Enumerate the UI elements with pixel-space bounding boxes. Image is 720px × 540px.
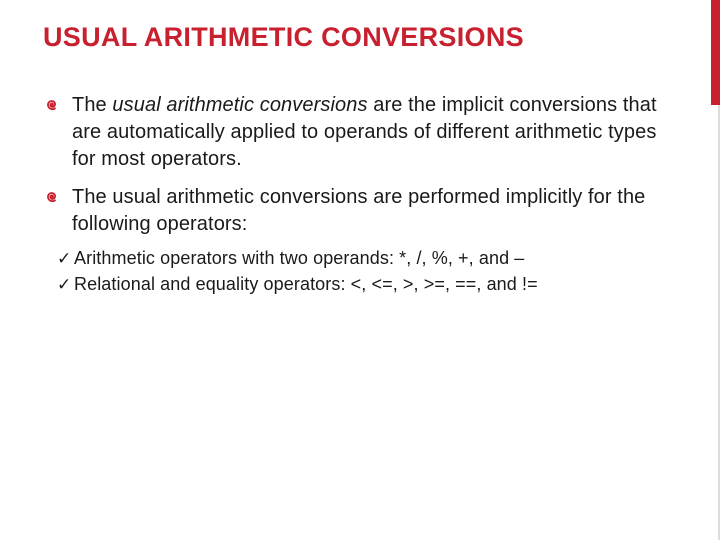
checkmark-icon: ✓: [57, 249, 72, 269]
bullet-item: [44, 184, 684, 298]
sub-bullet-text: Relational and equality operators: <, <=, >, >=, ==, and !=: [74, 274, 538, 294]
sub-bullet-item: [57, 246, 684, 272]
bullet-list: [44, 92, 684, 298]
accent-bar: [711, 0, 720, 105]
spiral-icon: [44, 97, 60, 113]
slide-title: USUAL ARITHMETIC CONVERSIONS: [43, 22, 524, 52]
bullet-text: The usual arithmetic conversions are performed implicitly for the following operators:: [72, 186, 646, 235]
bullet-item: [44, 92, 684, 173]
bullet-emphasis-term: usual arithmetic conversions: [112, 94, 368, 116]
bullet-text-prefix: The: [72, 94, 113, 116]
sub-bullet-text: Arithmetic operators with two operands: *, /, %, +, and –: [74, 248, 525, 268]
bullet-text-suffix: are the implicit conversions that are automatically applied to operands of different arithmetic types for most operators.: [72, 94, 657, 170]
sub-bullet-item: [57, 272, 684, 298]
spiral-icon: [44, 189, 60, 205]
checkmark-icon: ✓: [57, 275, 72, 295]
sub-bullet-list: [57, 246, 684, 298]
